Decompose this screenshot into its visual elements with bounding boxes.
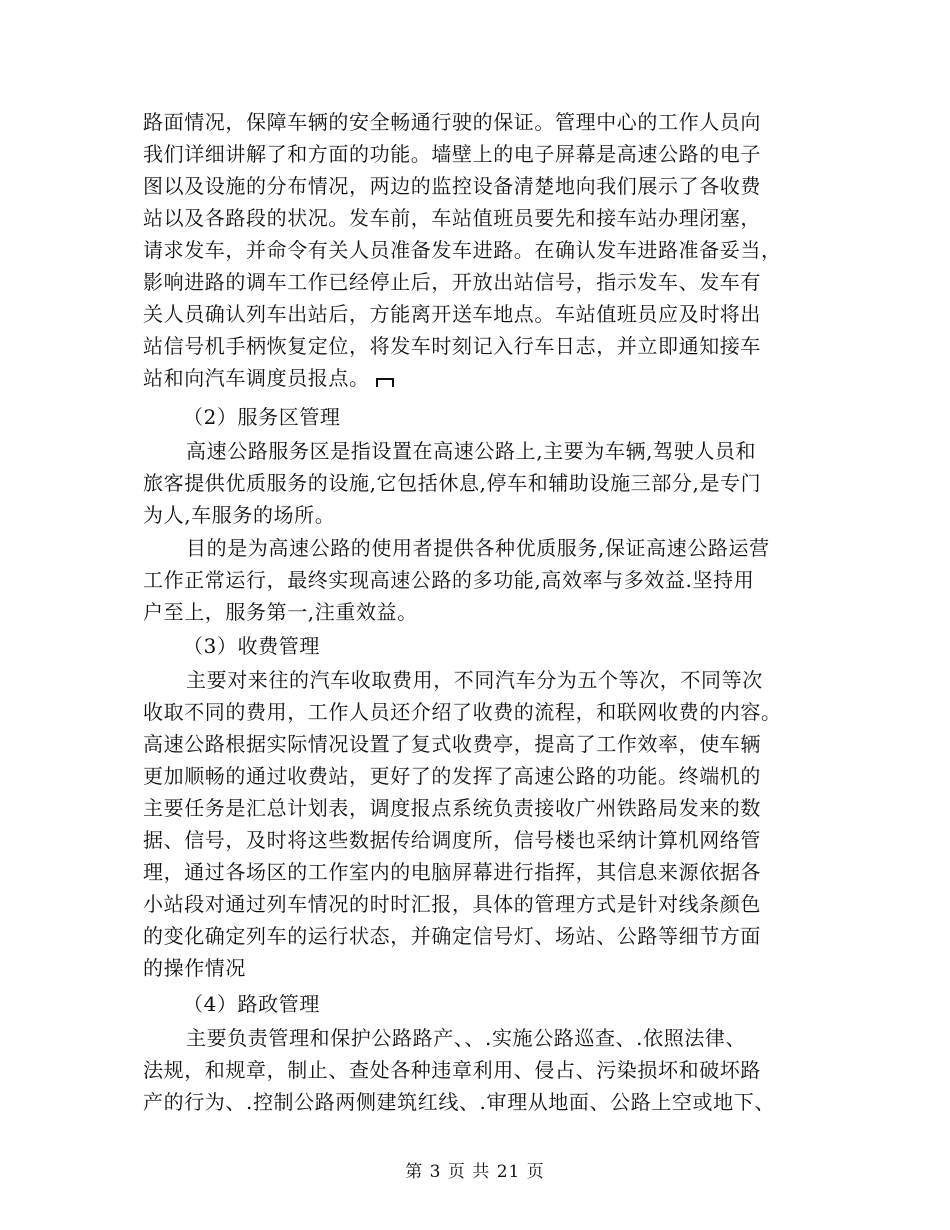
paragraph-4-line-8: 小站段对通过列车情况的时时汇报，具体的管理方式是针对线条颜色 xyxy=(143,892,761,916)
paragraph-4-line-4: 更加顺畅的通过收费站，更好了的发挥了高速公路的功能。终端机的 xyxy=(143,764,761,788)
paragraph-3-line-2: 工作正常运行，最终实现高速公路的多功能,高效率与多效益.坚持用 xyxy=(143,568,755,592)
paragraph-4-line-6: 据、信号，及时将这些数据传给调度所，信号楼也采纳计算机网络管 xyxy=(143,828,761,852)
paragraph-4-line-1: 主要对来往的汽车收取费用，不同汽车分为五个等次，不同等次 xyxy=(186,668,763,692)
paragraph-2-line-2: 旅客提供优质服务的设施,它包括休息,停车和辅助设施三部分,是专门 xyxy=(143,471,762,495)
paragraph-1-line-9 xyxy=(143,366,394,390)
paragraph-1-line-7: 关人员确认列车出站后，方能离开送车地点。车站值班员应及时将出 xyxy=(143,302,761,326)
paragraph-2-line-3: 为人,车服务的场所。 xyxy=(143,503,336,527)
paragraph-3-line-1: 目的是为高速公路的使用者提供各种优质服务,保证高速公路运营 xyxy=(186,536,770,560)
paragraph-4-line-2: 收取不同的费用，工作人员还介绍了收费的流程，和联网收费的内容。 xyxy=(143,700,782,724)
section-heading-service-area: （2）服务区管理 xyxy=(183,405,341,429)
paragraph-1-line-5: 请求发车，并命令有关人员准备发车进路。在确认发车进路准备妥当， xyxy=(143,238,782,262)
paragraph-4-line-9: 的变化确定列车的运行状态，并确定信号灯、场站、公路等细节方面 xyxy=(143,924,761,948)
paragraph-1-line-4: 站以及各路段的状况。发车前，车站值班员要先和接车站办理闭塞， xyxy=(143,206,761,230)
paragraph-4-line-7: 理，通过各场区的工作室内的电脑屏幕进行指挥，其信息来源依据各 xyxy=(143,860,761,884)
paragraph-5-line-2: 法规，和规章，制止、查处各种违章利用、侵占、污染损坏和破坏路 xyxy=(143,1058,761,1082)
edit-mark-icon xyxy=(376,378,394,387)
page-number-footer: 第 3 页 共 21 页 xyxy=(405,1162,545,1182)
paragraph-1-line-6: 影响进路的调车工作已经停止后，开放出站信号，指示发车、发车有 xyxy=(143,270,761,294)
paragraph-5-line-1: 主要负责管理和保护公路路产、、.实施公路巡查、.依照法律、 xyxy=(186,1026,747,1050)
paragraph-4-line-10: 的操作情况 xyxy=(143,956,246,980)
paragraph-4-line-5: 主要任务是汇总计划表，调度报点系统负责接收广州铁路局发来的数 xyxy=(143,796,761,820)
paragraph-5-line-3: 产的行为、.控制公路两侧建筑红线、.审理从地面、公路上空或地下、 xyxy=(143,1090,775,1114)
section-heading-toll: （3）收费管理 xyxy=(183,634,320,658)
paragraph-1-line-1: 路面情况，保障车辆的安全畅通行驶的保证。管理中心的工作人员向 xyxy=(143,110,761,134)
paragraph-4-line-3: 高速公路根据实际情况设置了复式收费亭，提高了工作效率，使车辆 xyxy=(143,732,761,756)
paragraph-1-line-9-text: 站和向汽车调度员报点。 xyxy=(143,366,370,390)
paragraph-1-line-3: 图以及设施的分布情况，两边的监控设备清楚地向我们展示了各收费 xyxy=(143,174,761,198)
paragraph-2-line-1: 高速公路服务区是指设置在高速公路上,主要为车辆,驾驶人员和 xyxy=(186,439,757,463)
paragraph-1-line-8: 站信号机手柄恢复定位，将发车时刻记入行车日志，并立即通知接车 xyxy=(143,334,761,358)
paragraph-1-line-2: 我们详细讲解了和方面的功能。墙壁上的电子屏幕是高速公路的电子 xyxy=(143,142,761,166)
section-heading-road-administration: （4）路政管理 xyxy=(183,992,320,1016)
paragraph-3-line-3: 户至上，服务第一,注重效益。 xyxy=(143,600,418,624)
